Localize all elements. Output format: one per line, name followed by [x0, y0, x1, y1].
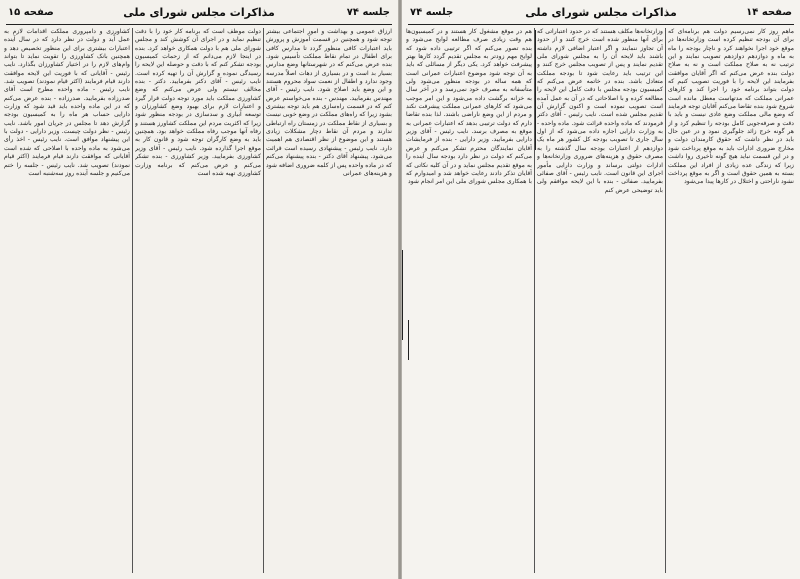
left-page-columns	[6, 28, 392, 573]
pen-mark	[408, 320, 409, 360]
right-page-columns	[408, 28, 794, 573]
right-page-title: مذاکرات مجلس شورای ملی	[525, 6, 677, 19]
right-column-1: ماهم روز کار نمی‌رسیم دولت هم برنامه‌ای که برای آن بودجه تنظیم کرده است وزارتخانه‌ها در موقع خود اجرا نخواهند کرد و ناچار بودجه را ماه به ماه و دوازدهم دوازدهم تصویب نمایند و این ترتیب نه به صلاح مملکت است و نه به صلاح دولت بنده عرض می‌کنم که اگر آقایان موافقت بفرمایند این لایحه را با فوریت تصویب کنیم که دولت بتواند برنامه خود را اجرا کند و کارهای عمرانی مملکت که مدتهاست معطل مانده است شروع شود بنده تقاضا می‌کنم آقایان توجه فرمایند که وضع مالی مملکت وضع عادی نیست و باید با دقت و صرفه‌جویی کامل بودجه را تنظیم کرد و از هر گونه خرج زائد جلوگیری نمود و در عین حال باید در نظر داشت که حقوق کارمندان دولت و مخارج ضروری ادارات باید به موقع پرداخت شود و در این قسمت نباید هیچ گونه تأخیری روا داشت زیرا که زندگی عده زیادی از افراد این مملکت بسته به همین حقوق است و اگر به موقع پرداخت نشود ناراحتی و اختلال در کارها پیدا می‌شود	[668, 28, 794, 186]
left-page-header	[6, 6, 392, 25]
right-column-2: وزارتخانه‌ها مکلف هستند که در حدود اعتباراتی که برای آنها منظور شده است خرج کنند و از حدود آن تجاوز ننمایند و اگر اعتبار اضافی لازم داشته باشند باید لایحه آن را به مجلس شورای ملی تقدیم نمایند و پس از تصویب مجلس خرج کنند و این ترتیب باید رعایت شود تا بودجه مملکت متعادل باشد. بنده در خاتمه عرض می‌کنم که کمیسیون بودجه مجلس با دقت کامل این لایحه را مطالعه کرده و با اصلاحاتی که در آن به عمل آمده است تصویب نموده است و اکنون گزارش آن تقدیم مجلس شده است. نایب رئیس - آقای دکتر فرمودند که ماده واحده قرائت شود. ماده واحده - به وزارت دارایی اجازه داده می‌شود که از اول سال جاری تا تصویب بودجه کل کشور هر ماه یک دوازدهم از اعتبارات بودجه سال گذشته را به مصرف حقوق و هزینه‌های ضروری وزارتخانه‌ها و ادارات دولتی برساند و وزارت دارایی مأمور اجرای این قانون است. نایب رئیس - آقای صفائی بفرمایید. صفائی - بنده با این لایحه موافقم ولی باید توضیحی عرض کنم	[537, 28, 663, 194]
left-page	[0, 0, 398, 579]
pen-mark	[535, 30, 536, 150]
left-session-label: جلسه ۷۴	[346, 7, 390, 18]
right-page	[402, 0, 800, 579]
left-column-1: ارزاق عمومی و بهداشت و امور اجتماعی بیشتر توجه شود و همچنین در قسمت آموزش و پرورش باید اعتبارات کافی منظور گردد تا مدارس کافی برای اطفال در تمام نقاط مملکت تأسیس شود. بنده عرض می‌کنم که در شهرستانها وضع مدارس بسیار بد است و در بسیاری از دهات اصلاً مدرسه وجود ندارد و اطفال از نعمت سواد محروم هستند و این وضع باید اصلاح شود. نایب رئیس - آقای مهندس بفرمایید. مهندس - بنده می‌خواستم عرض کنم که در قسمت راه‌سازی هم باید توجه بیشتری بشود زیرا که راه‌های مملکت در وضع خوبی نیست و بسیاری از نقاط مملکت در زمستان راه ارتباطی ندارند و مردم آن نقاط دچار مشکلات زیادی هستند و این موضوع از نظر اقتصادی هم اهمیت دارد. نایب رئیس - پیشنهادی رسیده است قرائت می‌شود. پیشنهاد آقای دکتر - بنده پیشنهاد می‌کنم که در ماده واحده پس از کلمه ضروری اضافه شود و هزینه‌های عمرانی	[266, 28, 392, 177]
column-divider	[665, 28, 666, 573]
left-column-3: کشاورزی و دامپروری مملکت اقدامات لازم به عمل آید و دولت در نظر دارد که در سال آینده اعتبارات بیشتری برای این منظور تخصیص دهد و همچنین بانک کشاورزی را تقویت نماید تا بتواند وام‌های لازم را در اختیار کشاورزان بگذارد. نایب رئیس - آقایانی که با فوریت این لایحه موافقت دارند قیام فرمایند (اکثر قیام نمودند) تصویب شد. نایب رئیس - ماده واحده مطرح است آقای صدرزاده بفرمایید. صدرزاده - بنده عرض می‌کنم که در این ماده واحده باید قید شود که وزارت دارایی حساب هر ماه را به کمیسیون بودجه گزارش دهد تا مجلس در جریان امور باشد. نایب رئیس - نظر دولت چیست. وزیر دارایی - دولت با این پیشنهاد موافق است. نایب رئیس - اخذ رأی می‌شود به ماده واحده با اصلاحی که شده است آقایانی که موافقت دارند قیام فرمایند (اکثر قیام نمودند) تصویب شد. نایب رئیس - جلسه را ختم می‌کنیم و جلسه آینده روز سه‌شنبه است	[4, 28, 130, 177]
right-page-number: صفحه ۱۴	[746, 7, 792, 18]
left-column-2: دولت موظف است که برنامه کار خود را با دقت تنظیم نماید و در اجرای آن کوشش کند و مجلس شورای ملی هم با دولت همکاری خواهد کرد. بنده در اینجا لازم می‌دانم که از زحمات کمیسیون بودجه تشکر کنم که با دقت و حوصله این لایحه را رسیدگی نموده و گزارش آن را تهیه کرده است. نایب رئیس - آقای دکتر بفرمایید. دکتر - بنده مخالف نیستم ولی عرض می‌کنم که وضع کشاورزی مملکت باید مورد توجه دولت قرار گیرد و اعتبارات لازم برای بهبود وضع کشاورزان و توسعه آبیاری و سدسازی در بودجه منظور شود زیرا که اکثریت مردم این مملکت کشاورز هستند و رفاه آنها موجب رفاه مملکت خواهد بود. همچنین باید به وضع کارگران توجه شود و قانون کار به موقع اجرا گذارده شود. نایب رئیس - آقای وزیر کشاورزی بفرمایید. وزیر کشاورزی - بنده تشکر می‌کنم و عرض می‌کنم که برنامه وزارت کشاورزی تهیه شده است	[135, 28, 261, 177]
pen-mark	[402, 250, 403, 340]
column-divider	[263, 28, 264, 573]
right-session-label: جلسه ۷۴	[410, 7, 454, 18]
right-column-3: هم در موقع مشغول کار هستند و در کمیسیون‌ها هم وقت زیادی صرف مطالعه لوایح می‌شود و بنده تصور می‌کنم که اگر ترتیبی داده شود که لوایح مهم زودتر به مجلس تقدیم گردد کارها بهتر پیشرفت خواهد کرد. یکی دیگر از مسائلی که باید به آن توجه شود موضوع اعتبارات عمرانی است که همه ساله در بودجه منظور می‌شود ولی متأسفانه به مصرف خود نمی‌رسد و در آخر سال به خزانه برگشت داده می‌شود و این امر موجب می‌شود که کارهای عمرانی مملکت پیشرفت نکند و مردم از این وضع ناراضی باشند. لذا بنده تقاضا دارم که دولت ترتیبی بدهد که اعتبارات عمرانی به موقع به مصرف برسد. نایب رئیس - آقای وزیر دارایی بفرمایید. وزیر دارایی - بنده از فرمایشات آقایان نمایندگان محترم تشکر می‌کنم و عرض می‌کنم که دولت در نظر دارد بودجه سال آینده را به موقع تقدیم مجلس نماید و در آن کلیه نکاتی که آقایان تذکر دادند رعایت خواهد شد و امیدوارم که با همکاری مجلس شورای ملی این امر انجام شود	[406, 28, 532, 186]
column-divider	[132, 28, 133, 573]
left-page-title: مذاکرات مجلس شورای ملی	[123, 6, 275, 19]
left-page-number: صفحه ۱۵	[8, 7, 54, 18]
right-page-header	[408, 6, 794, 25]
